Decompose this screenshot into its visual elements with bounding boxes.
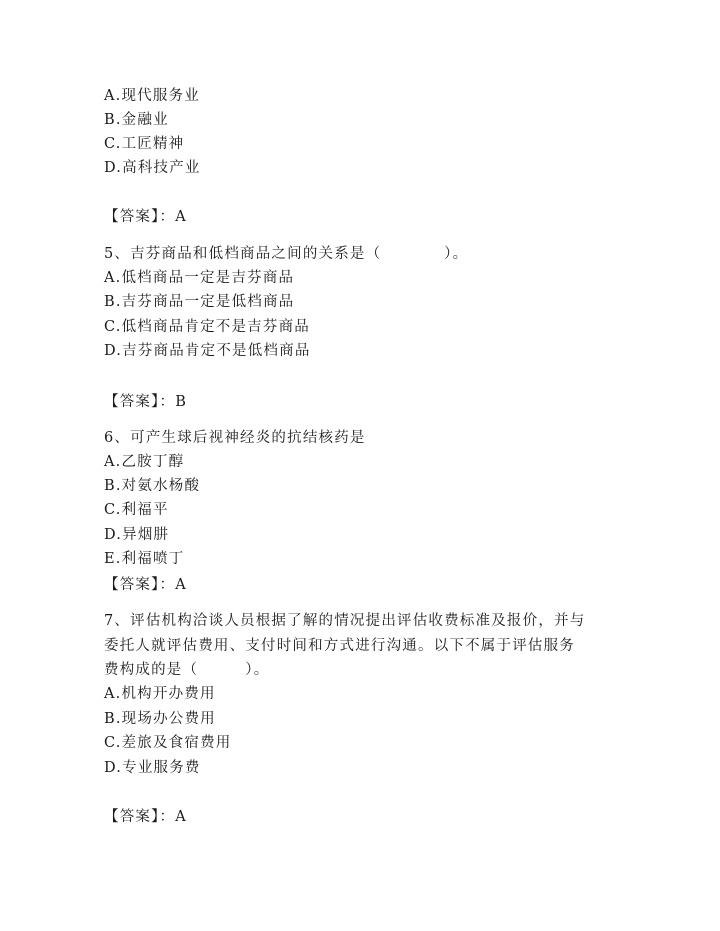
option-d: D.高科技产业	[104, 160, 201, 176]
option-c: C.工匠精神	[104, 136, 185, 152]
option-b: B.金融业	[104, 112, 169, 128]
answer-label: 【答案】：A	[104, 209, 187, 225]
question-6-option-e: E.利福喷丁	[104, 551, 185, 567]
question-5-answer: 【答案】：B	[104, 394, 188, 410]
question-7-stem-line-1: 7、评估机构洽谈人员根据了解的情况提出评估收费标准及报价，并与	[104, 613, 586, 629]
question-7-option-c: C.差旅及食宿费用	[104, 735, 232, 751]
question-6-option-d: D.异烟肼	[104, 527, 170, 543]
question-5-option-b: B.吉芬商品一定是低档商品	[104, 294, 295, 310]
question-5-option-a: A.低档商品一定是吉芬商品	[104, 270, 295, 286]
question-7-option-a: A.机构开办费用	[104, 686, 216, 702]
question-6-stem: 6、可产生球后视神经炎的抗结核药是	[104, 430, 366, 446]
option-a: A.现代服务业	[104, 88, 200, 104]
question-6-option-a: A.乙胺丁醇	[104, 454, 185, 470]
question-6-answer: 【答案】：A	[104, 577, 187, 593]
question-7-option-b: B.现场办公费用	[104, 711, 216, 727]
question-6-option-c: C.利福平	[104, 502, 169, 518]
question-7-option-d: D.专业服务费	[104, 760, 201, 776]
question-7-answer: 【答案】：A	[104, 809, 187, 825]
question-7-stem-line-2: 委托人就评估费用、支付时间和方式进行沟通。以下不属于评估服务	[104, 638, 575, 654]
question-6-option-b: B.对氨水杨酸	[104, 478, 201, 494]
question-5-option-d: D.吉芬商品肯定不是低档商品	[104, 343, 311, 359]
question-7-stem-line-3: 费构成的是（ ）。	[104, 662, 270, 678]
question-5-stem: 5、吉芬商品和低档商品之间的关系是（ ）。	[104, 246, 469, 262]
question-5-option-c: C.低档商品肯定不是吉芬商品	[104, 319, 310, 335]
